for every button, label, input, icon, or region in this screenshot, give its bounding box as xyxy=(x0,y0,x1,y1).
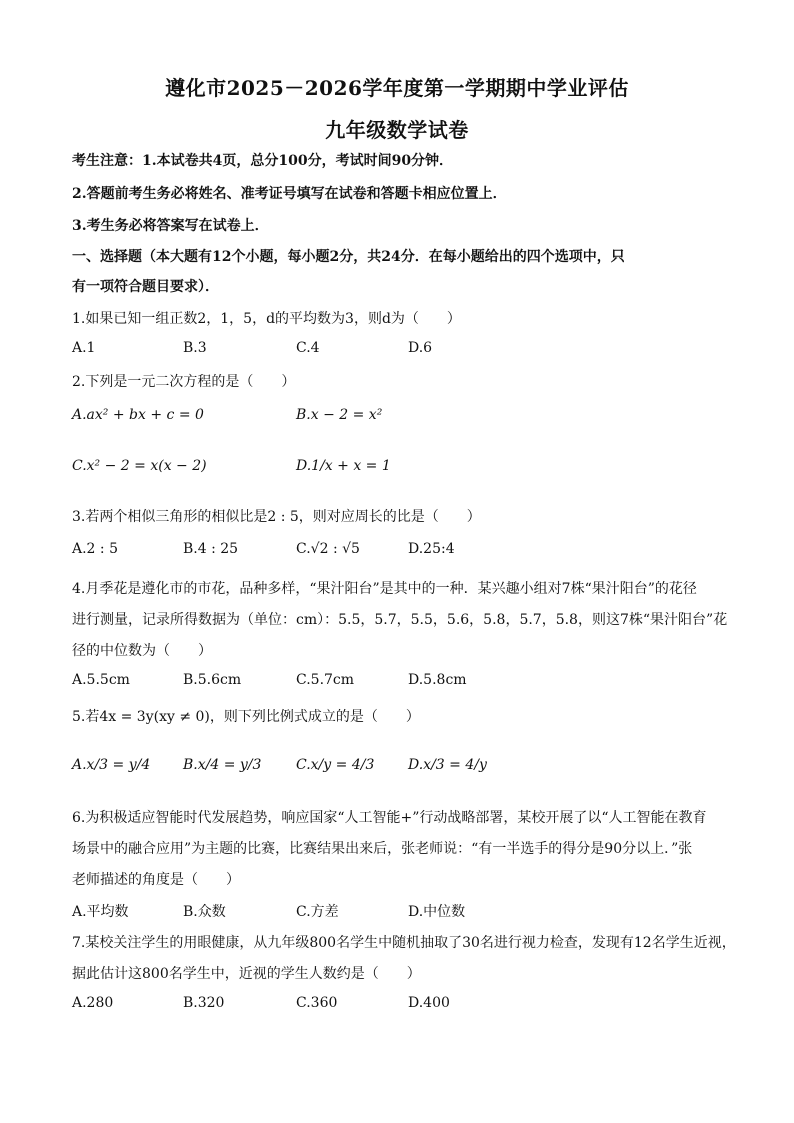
q6-option-c: C.方差 xyxy=(296,904,339,920)
question-1-text: 1.如果已知一组正数2，1，5，d的平均数为3，则d为（ ） xyxy=(72,311,461,327)
q7-option-c: C.360 xyxy=(296,995,338,1011)
question-7-line2: 据此估计这800名学生中，近视的学生人数约是（ ） xyxy=(72,966,421,982)
exam-title: 遵化市2025－2026学年度第一学期期中学业评估 xyxy=(165,76,629,100)
question-3-text: 3.若两个相似三角形的相似比是2 : 5，则对应周长的比是（ ） xyxy=(72,509,481,525)
q7-option-a: A.280 xyxy=(72,995,114,1011)
note-1: 考生注意：1.本试卷共4页，总分100分，考试时间90分钟． xyxy=(72,153,454,169)
section-heading-line2: 有一项符合题目要求）． xyxy=(72,279,219,295)
note-3: 3.考生务必将答案写在试卷上． xyxy=(72,218,269,234)
q4-option-b: B.5.6cm xyxy=(183,672,242,688)
question-4-line1: 4.月季花是遵化市的市花，品种多样，“果汁阳台”是其中的一种．某兴趣小组对7株“果汁阳台”的花径 xyxy=(72,581,697,597)
q6-option-b: B.众数 xyxy=(183,904,226,920)
q2-option-d: D.1/x + x = 1 xyxy=(296,458,391,474)
q3-option-b: B.4 : 25 xyxy=(183,541,239,557)
q5-option-a: A.x/3 = y/4 xyxy=(72,757,151,773)
q1-option-c: C.4 xyxy=(296,340,320,356)
q6-option-a: A.平均数 xyxy=(72,904,129,920)
question-7-line1: 7.某校关注学生的用眼健康，从九年级800名学生中随机抽取了30名进行视力检查，发现有12名学生近视， xyxy=(72,935,736,951)
q2-option-b: B.x − 2 = x² xyxy=(296,407,383,423)
q4-option-c: C.5.7cm xyxy=(296,672,355,688)
question-6-line3: 老师描述的角度是（ ） xyxy=(72,872,240,888)
q7-option-b: B.320 xyxy=(183,995,225,1011)
question-5-text: 5.若4x = 3y(xy ≠ 0)，则下列比例式成立的是（ ） xyxy=(72,709,420,725)
q2-option-a: A.ax² + bx + c = 0 xyxy=(72,407,204,423)
question-6-line1: 6.为积极适应智能时代发展趋势，响应国家“人工智能+”行动战略部署，某校开展了以“人工智能在教育 xyxy=(72,810,707,826)
question-4-line2: 进行测量，记录所得数据为（单位：cm）：5.5，5.7，5.5，5.6，5.8，5.7，5.8，则这7株“果汁阳台”花 xyxy=(72,612,728,628)
q7-option-d: D.400 xyxy=(408,995,450,1011)
question-6-line2: 场景中的融合应用”为主题的比赛，比赛结果出来后，张老师说：“有一半选手的得分是90分以上．”张 xyxy=(72,841,693,857)
q3-option-a: A.2 : 5 xyxy=(72,541,118,557)
q5-option-d: D.x/3 = 4/y xyxy=(408,757,487,773)
q1-option-d: D.6 xyxy=(408,340,433,356)
q2-option-c: C.x² − 2 = x(x − 2) xyxy=(72,458,207,474)
q4-option-a: A.5.5cm xyxy=(72,672,130,688)
q3-option-c: C.√2 : √5 xyxy=(296,541,360,557)
exam-subtitle: 九年级数学试卷 xyxy=(325,118,469,142)
section-heading-line1: 一、选择题（本大题有12个小题，每小题2分，共24分．在每小题给出的四个选项中，只 xyxy=(72,249,625,265)
q1-option-a: A.1 xyxy=(72,340,96,356)
q1-option-b: B.3 xyxy=(183,340,207,356)
q4-option-d: D.5.8cm xyxy=(408,672,467,688)
question-2-text: 2.下列是一元二次方程的是（ ） xyxy=(72,374,296,390)
q5-option-b: B.x/4 = y/3 xyxy=(183,757,262,773)
q6-option-d: D.中位数 xyxy=(408,904,466,920)
q3-option-d: D.25:4 xyxy=(408,541,455,557)
q5-option-c: C.x/y = 4/3 xyxy=(296,757,375,773)
question-4-line3: 径的中位数为（ ） xyxy=(72,643,212,659)
note-2: 2.答题前考生务必将姓名、准考证号填写在试卷和答题卡相应位置上． xyxy=(72,186,507,202)
